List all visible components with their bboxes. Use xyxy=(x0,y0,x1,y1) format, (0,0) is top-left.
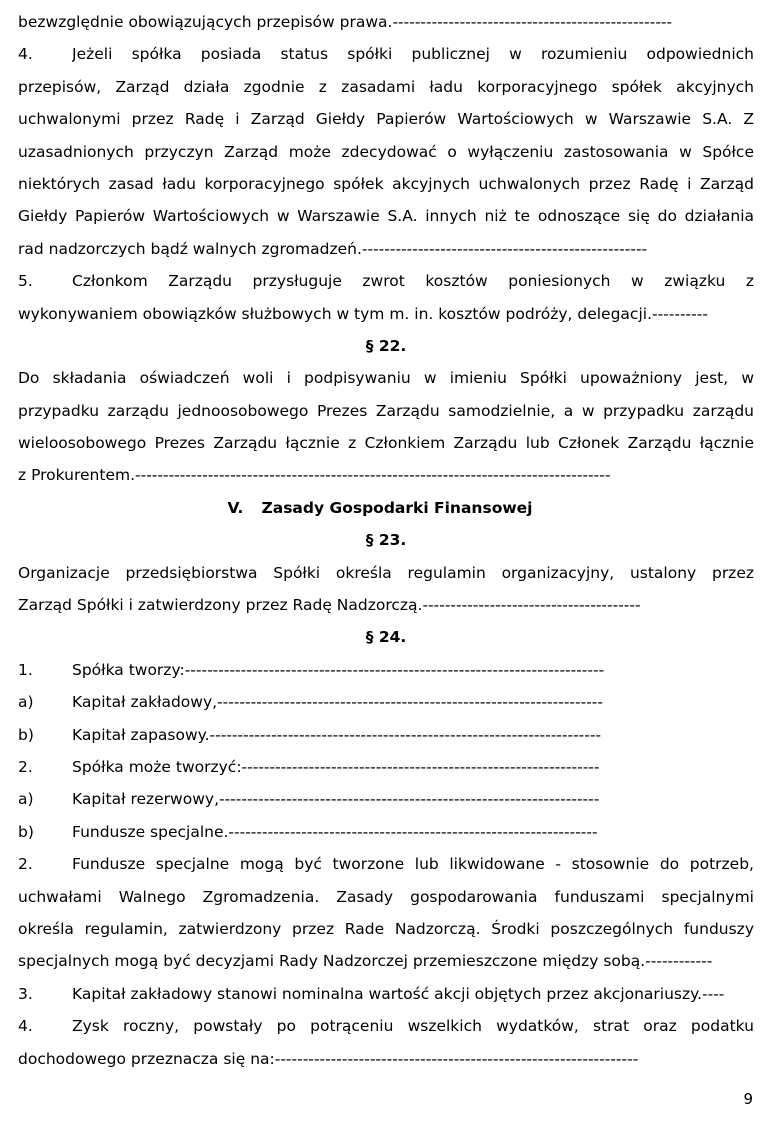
numbered-line xyxy=(18,1010,754,1042)
list-marker: a) xyxy=(18,790,34,809)
line-text: Fundusze specjalne.------------------------------------------------------------------ xyxy=(72,822,598,841)
numbered-line xyxy=(18,265,754,297)
numbered-line xyxy=(18,978,754,1010)
text-line: uzasadnionych przyczyn Zarząd może zdecydować o wyłączeniu zastosowania w Spółce xyxy=(18,142,754,161)
page-number: 9 xyxy=(743,1090,753,1108)
line-text: Spółka może tworzyć:---------------------------------------------------------------- xyxy=(72,757,600,776)
text-line: Do składania oświadczeń woli i podpisywaniu w imieniu Spółki upoważniony jest, w xyxy=(18,369,754,388)
section-heading: § 24. xyxy=(365,628,407,647)
section-heading: § 22. xyxy=(365,336,407,355)
text-line: rad nadzorczych bądź walnych zgromadzeń.--------------------------------------------------- xyxy=(18,239,648,258)
chapter-number: V. xyxy=(227,498,244,517)
text-line: bezwzględnie obowiązujących przepisów prawa.-------------------------------------------------- xyxy=(18,13,673,31)
text-line: określa regulamin, zatwierdzony przez Rade Nadzorczą. Środki poszczególnych funduszy xyxy=(18,919,754,938)
line-text: Kapitał zakładowy,--------------------------------------------------------------------- xyxy=(72,693,603,712)
numbered-line xyxy=(18,783,754,815)
chapter-title: Zasady Gospodarki Finansowej xyxy=(261,498,533,517)
list-marker: 1. xyxy=(18,660,33,679)
line-text: Członkom Zarządu przysługuje zwrot kosztów poniesionych w związku z xyxy=(72,272,754,291)
numbered-line xyxy=(18,686,754,718)
numbered-line xyxy=(18,654,754,686)
list-marker: 3. xyxy=(18,984,33,1003)
line-text: Zysk roczny, powstały po potrąceniu wszelkich wydatków, strat oraz podatku xyxy=(72,1017,754,1036)
list-marker: 2. xyxy=(18,757,33,776)
text-line: Organizacje przedsiębiorstwa Spółki określa regulamin organizacyjny, ustalony przez xyxy=(18,563,754,582)
text-line: Zarząd Spółki i zatwierdzony przez Radę Nadzorczą.--------------------------------------- xyxy=(18,596,641,615)
list-marker: b) xyxy=(18,822,34,841)
text-line: dochodowego przeznacza się na:----------------------------------------------------------------- xyxy=(18,1049,639,1068)
list-marker: a) xyxy=(18,693,34,712)
text-line: przypadku zarządu jednoosobowego Prezes Zarządu samodzielnie, a w przypadku zarządu xyxy=(18,401,754,420)
document-body xyxy=(18,6,754,1075)
line-text: Kapitał zakładowy stanowi nominalna wartość akcji objętych przez akcjonariuszy.---- xyxy=(72,984,725,1003)
text-line: uchwałami Walnego Zgromadzenia. Zasady gospodarowania funduszami specjalnymi xyxy=(18,887,754,906)
numbered-line xyxy=(18,719,754,751)
numbered-line xyxy=(18,816,754,848)
text-line: uchwalonymi przez Radę i Zarząd Giełdy Papierów Wartościowych w Warszawie S.A. Z xyxy=(18,110,754,129)
line-text: Fundusze specjalne mogą być tworzone lub likwidowane - stosownie do potrzeb, xyxy=(72,855,754,874)
section-heading: § 23. xyxy=(365,531,407,550)
list-marker: 4. xyxy=(18,1017,33,1036)
line-text: Jeżeli spółka posiada status spółki publicznej w rozumieniu odpowiednich xyxy=(72,45,754,64)
numbered-line xyxy=(18,848,754,880)
line-text: Kapitał zapasowy.---------------------------------------------------------------------- xyxy=(72,725,602,744)
text-line: wieloosobowego Prezes Zarządu łącznie z Członkiem Zarządu lub Członek Zarządu łącznie xyxy=(18,434,754,453)
line-text: Kapitał rezerwowy,-------------------------------------------------------------------- xyxy=(72,790,600,809)
list-marker: 5. xyxy=(18,272,33,291)
text-line: z Prokurentem.------------------------------------------------------------------------------------- xyxy=(18,466,611,485)
chapter-heading xyxy=(18,492,754,524)
list-marker: 4. xyxy=(18,45,33,64)
text-line: przepisów, Zarząd działa zgodnie z zasadami ładu korporacyjnego spółek akcyjnych xyxy=(18,77,754,96)
list-marker: 2. xyxy=(18,855,33,874)
text-line: wykonywaniem obowiązków służbowych w tym m. in. kosztów podróży, delegacji.---------- xyxy=(18,304,708,323)
line-text: Spółka tworzy:--------------------------------------------------------------------------- xyxy=(72,660,605,679)
text-line: Giełdy Papierów Wartościowych w Warszawie S.A. innych niż te odnoszące się do działania xyxy=(18,207,754,226)
numbered-line xyxy=(18,751,754,783)
text-line: niektórych zasad ładu korporacyjnego spółek akcyjnych uchwalonych przez Radę i Zarząd xyxy=(18,174,754,193)
text-line: specjalnych mogą być decyzjami Rady Nadzorczej przemieszczone między sobą.------------ xyxy=(18,952,713,971)
numbered-line xyxy=(18,38,754,70)
list-marker: b) xyxy=(18,725,34,744)
